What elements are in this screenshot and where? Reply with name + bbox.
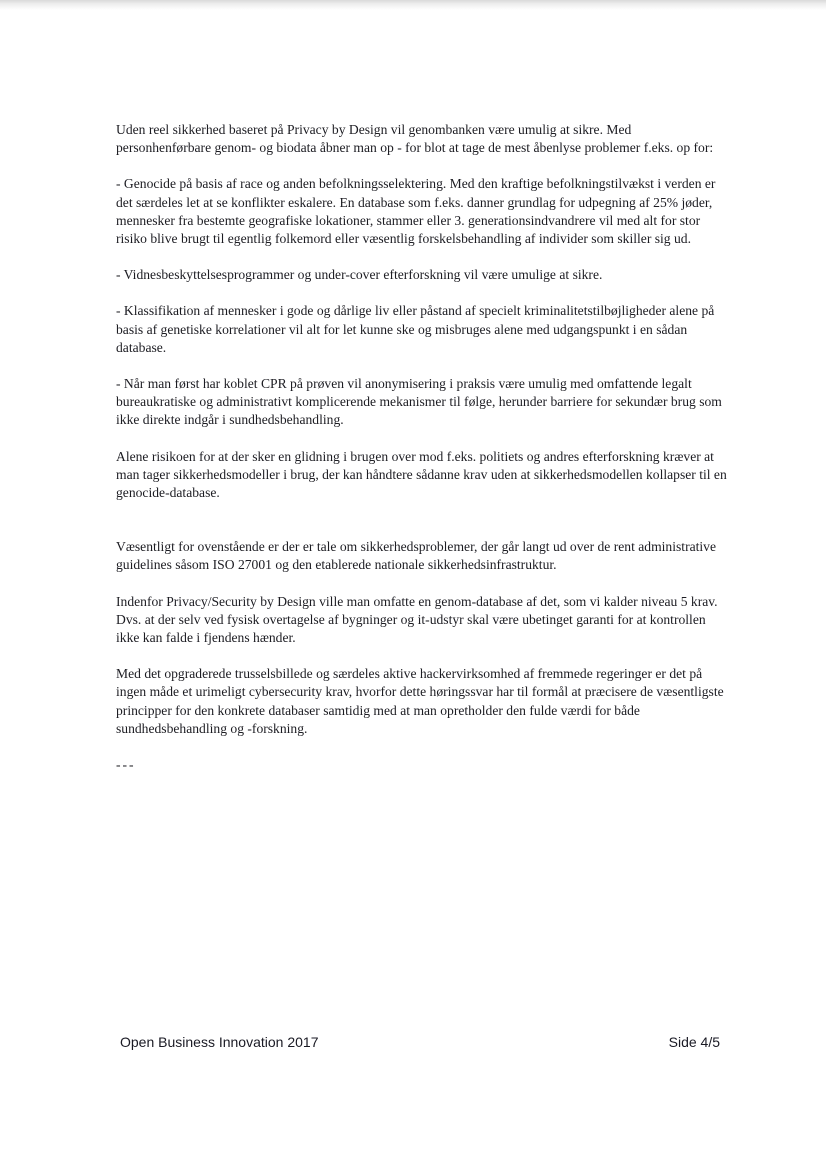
- paragraph-cpr-anonymisation: - Når man først har koblet CPR på prøven vil anonymisering i praksis være umulig med omfattende legalt bureaukratiske og administrativt komplicerende mekanismer til følge, herunder barriere for sekundær brug som ikke direkte indgår i sundhedsbehandling.: [116, 376, 722, 428]
- page-footer: [120, 1034, 720, 1054]
- scan-edge: [0, 0, 826, 10]
- paragraph-intro: Uden reel sikkerhed baseret på Privacy by Design vil genombanken være umulig at sikre. Med personhenførbare genom- og biodata åbner man op - for blot at tage de mest åbenlyse problemer f.eks. op for:: [116, 122, 714, 156]
- paragraph-security-problems: Væsentligt for ovenstående er der er tale om sikkerhedsproblemer, der går langt ud over de rent administrative guidelines såsom ISO 27001 og den etablerede nationale sikkerhedsinfrastruktur.: [116, 539, 717, 573]
- paragraph-genocide: - Genocide på basis af race og anden befolkningsselektering. Med den kraftige befolkningstilvækst i verden er det særdeles let at se konflikter eskalere. En database som f.eks. danner grundlag for udpegning af 25% jøder, mennesker fra bestemte geografiske lokationer, stammer eller 3. generationsindvandrere vil med alt for stor risiko blive brugt til egentlig folkemord eller væsentlig forskelsbehandling af individer som skiller sig ud.: [116, 176, 716, 247]
- paragraph-classification: - Klassifikation af mennesker i gode og dårlige liv eller påstand af specielt kriminalitetstilbøjligheder alene på basis af genetiske korrelationer vil alt for let kunne ske og misbruges alene med udgangspunkt i en sådan database.: [116, 303, 715, 355]
- page-number: Side 4/5: [668, 1034, 720, 1050]
- paragraph-level-5: Indenfor Privacy/Security by Design ville man omfatte en genom-database af det, som vi kalder niveau 5 krav. Dvs. at der selv ved fysisk overtagelse af bygninger og it-udstyr skal være ubetinget garanti for at kontrollen ikke kan falde i fjendens hænder.: [116, 593, 718, 646]
- footer-organization: Open Business Innovation 2017: [120, 1034, 319, 1050]
- paragraph-witness-protection: - Vidnesbeskyttelsesprogrammer og under-cover efterforskning vil være umulige at sikre.: [116, 267, 603, 283]
- document-body: [116, 121, 728, 792]
- paragraph-risk-drift: Alene risikoen for at der sker en glidning i brugen over mod f.eks. politiets og andres efterforskning kræver at man tager sikkerhedsmodeller i brug, der kan håndtere sådanne krav uden at sikkerhedsmodellen kollapser til en genocide-database.: [116, 448, 727, 501]
- paragraph-threat-landscape: Med det opgraderede trusselsbillede og særdeles aktive hackervirksomhed af fremmede regeringer er det på ingen måde et urimeligt cybersecurity krav, hvorfor dette høringssvar har til formål at præcisere de væsentligste principper for den konkrete databaser samtidig med at man opretholder den fulde værdi for både sundhedsbehandling og -forskning.: [116, 666, 724, 736]
- separator: ---: [116, 757, 136, 773]
